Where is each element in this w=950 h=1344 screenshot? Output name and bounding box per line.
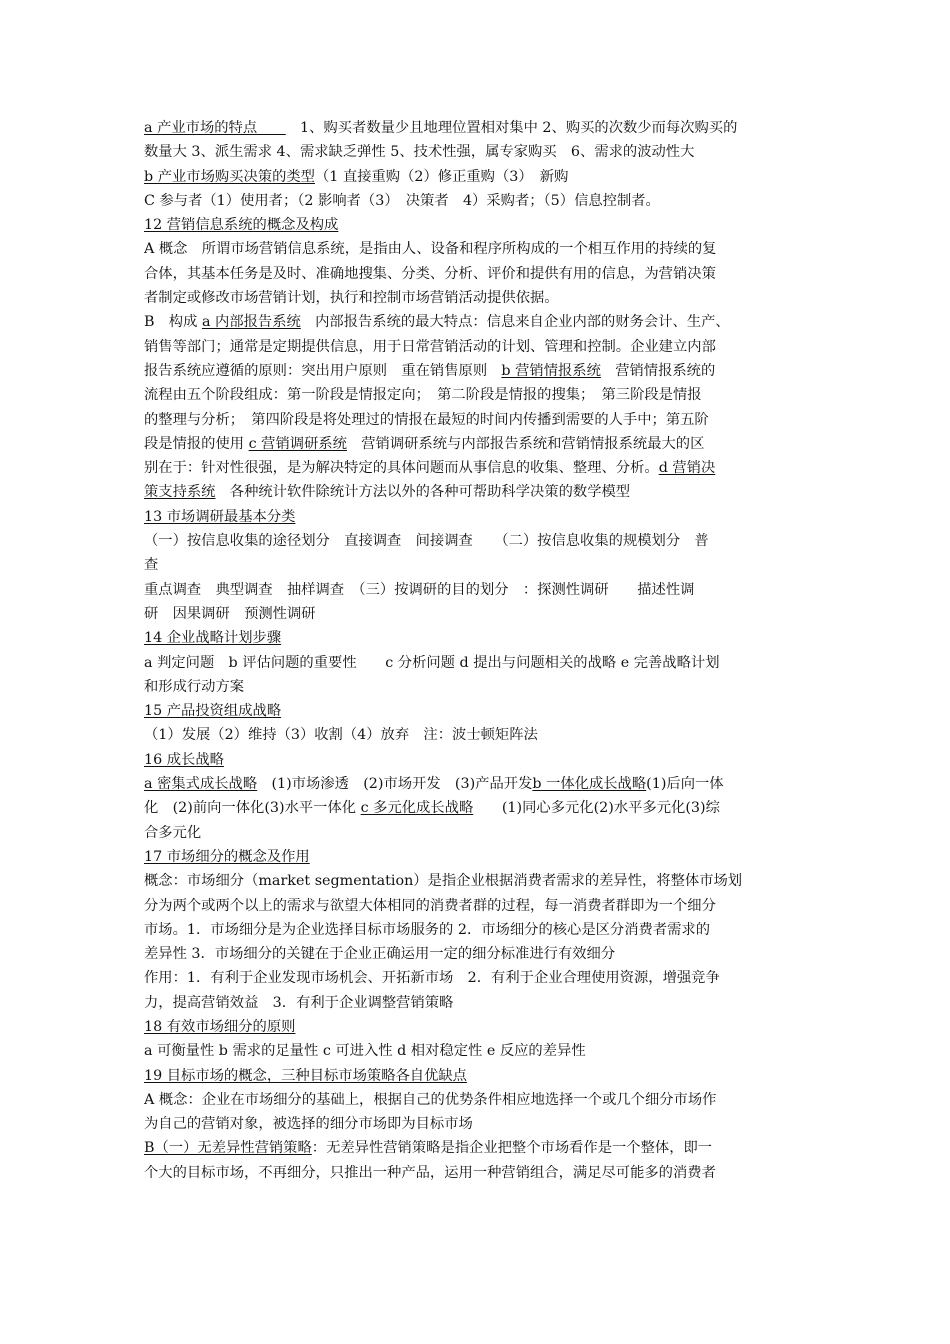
text-segment: （1）发展（2）维持（3）收割（4）放弃 注：波士顿矩阵法 [144, 727, 538, 744]
text-line [144, 869, 810, 893]
underlined-heading: 16 成长战略 [144, 751, 224, 768]
text-line [144, 456, 810, 480]
text-segment: 别在于：针对性很强，是为解决特定的具体问题而从事信息的收集、整理、分析。 [144, 460, 659, 477]
text-segment: 合多元化 [144, 824, 202, 841]
text-line [144, 894, 810, 918]
text-segment: 力，提高营销效益 3．有利于企业调整营销策略 [144, 994, 454, 1011]
underlined-heading: 19 目标市场的概念，三种目标市场策略各自优缺点 [144, 1067, 467, 1084]
text-line [144, 1088, 810, 1112]
text-segment: 和形成行动方案 [144, 678, 245, 695]
text-segment: 研 因果调研 预测性调研 [144, 605, 316, 622]
text-segment: C 参与者（1）使用者；（2 影响者（3） 决策者 4）采购者；（5）信息控制者。 [144, 192, 660, 209]
text-line [144, 1161, 810, 1185]
text-line [144, 942, 810, 966]
underlined-heading: B（一）无差异性营销策略 [144, 1140, 312, 1157]
text-line [144, 140, 810, 164]
text-segment: (1)同心多元化(2)水平多元化(3)综 [473, 800, 720, 817]
text-line [144, 578, 810, 602]
underlined-heading: b 一体化成长战略 [532, 776, 647, 793]
text-segment: 数量大 3、派生需求 4、需求缺乏弹性 5、技术性强，属专家购买 6、需求的波动性大 [144, 144, 695, 161]
text-segment: （1 直接重购（2）修正重购（3） 新购 [314, 168, 569, 185]
text-line [144, 772, 810, 796]
text-segment: 销售等部门；通常是定期提供信息，用于日常营销活动的计划、管理和控制。企业建立内部 [144, 338, 716, 355]
text-segment: 合体，其基本任务是及时、准确地搜集、分类、分析、评价和提供有用的信息，为营销决策 [144, 265, 716, 282]
underlined-heading: 14 企业战略计划步骤 [144, 630, 282, 647]
underlined-heading: 12 营销信息系统的概念及构成 [144, 217, 339, 234]
text-line [144, 821, 810, 845]
text-line [144, 651, 810, 675]
document-page [144, 116, 810, 1185]
text-segment: 概念：市场细分（market segmentation）是指企业根据消费者需求的差异性，将整体市场划 [144, 873, 743, 890]
text-segment: 者制定或修改市场营销计划，执行和控制市场营销活动提供依据。 [144, 290, 559, 307]
text-segment: A 概念：企业在市场细分的基础上，根据自己的优势条件相应地选择一个或几个细分市场作 [144, 1091, 717, 1108]
text-line [144, 675, 810, 699]
underlined-heading: b 营销情报系统 [501, 362, 601, 379]
underlined-heading: a 内部报告系统 [201, 314, 301, 331]
text-line [144, 626, 810, 650]
text-segment: 营销调研系统与内部报告系统和营销情报系统最大的区 [346, 435, 705, 452]
underlined-heading: 15 产品投资组成战略 [144, 703, 282, 720]
text-line [144, 432, 810, 456]
text-line [144, 553, 810, 577]
text-line [144, 189, 810, 213]
text-segment: (1)后向一体 [646, 776, 724, 793]
text-segment: A 概念 所谓市场营销信息系统，是指由人、设备和程序所构成的一个相互作用的持续的复 [144, 241, 717, 258]
underlined-heading: 17 市场细分的概念及作用 [144, 848, 310, 865]
text-segment: 作用：1．有利于企业发现市场机会、开拓新市场 2．有利于企业合理使用资源，增强竞争 [144, 970, 720, 987]
text-segment: （一）按信息收集的途径划分 直接调查 间接调查 （二）按信息收集的规模划分 普 [144, 533, 709, 550]
text-segment: 报告系统应遵循的原则：突出用户原则 重在销售原则 [144, 362, 502, 379]
text-line [144, 1136, 810, 1160]
underlined-heading: b 产业市场购买决策的类型 [144, 168, 315, 185]
text-line [144, 1015, 810, 1039]
underlined-heading: a 产业市场的特点 [144, 120, 286, 136]
text-segment: 化 (2)前向一体化(3)水平一体化 [144, 800, 361, 817]
text-segment: 重点调查 典型调查 抽样调查 （三）按调研的目的划分 ：探测性调研 描述性调 [144, 581, 695, 598]
text-line [144, 383, 810, 407]
text-line [144, 310, 810, 334]
text-line [144, 1112, 810, 1136]
text-line [144, 335, 810, 359]
text-line [144, 213, 810, 237]
text-segment: 的整理与分析； 第四阶段是将处理过的情报在最短的时间内传播到需要的人手中；第五阶 [144, 411, 709, 428]
text-segment: 个大的目标市场，不再细分，只推出一种产品，运用一种营销组合，满足尽可能多的消费者 [144, 1164, 716, 1181]
text-segment: 1、购买者数量少且地理位置相对集中 2、购买的次数少而每次购买的 [285, 120, 738, 136]
underlined-heading: 18 有效市场细分的原则 [144, 1018, 296, 1035]
text-line [144, 529, 810, 553]
text-segment: a 可衡量性 b 需求的足量性 c 可进入性 d 相对稳定性 e 反应的差异性 [144, 1043, 586, 1060]
underlined-heading: c 多元化成长战略 [360, 800, 474, 817]
text-line [144, 116, 810, 140]
text-segment: 内部报告系统的最大特点：信息来自企业内部的财务会计、生产、 [300, 314, 730, 331]
underlined-heading: c 营销调研系统 [248, 435, 347, 452]
text-line [144, 699, 810, 723]
text-segment: 差异性 3．市场细分的关键在于企业正确运用一定的细分标准进行有效细分 [144, 946, 616, 963]
text-line [144, 262, 810, 286]
underlined-heading: 策支持系统 [144, 484, 216, 501]
text-segment: 分为两个或两个以上的需求与欲望大体相同的消费者群的过程，每一消费者群即为一个细分 [144, 897, 716, 914]
text-segment: 段是情报的使用 [144, 435, 249, 452]
text-segment: B 构成 [144, 314, 202, 331]
text-segment: (1)市场渗透 (2)市场开发 (3)产品开发 [257, 776, 533, 793]
text-line [144, 966, 810, 990]
text-line [144, 723, 810, 747]
text-segment: 流程由五个阶段组成：第一阶段是情报定向； 第二阶段是情报的搜集； 第三阶段是情报 [144, 387, 702, 404]
text-segment: 市场。1．市场细分是为企业选择目标市场服务的 2．市场细分的核心是区分消费者需求的 [144, 921, 711, 938]
text-line [144, 1039, 810, 1063]
underlined-heading: a 密集式成长战略 [144, 776, 258, 793]
underlined-heading: 13 市场调研最基本分类 [144, 508, 296, 525]
underlined-heading: d 营销决 [658, 460, 716, 477]
text-line [144, 165, 810, 189]
text-line [144, 796, 810, 820]
text-line [144, 408, 810, 432]
text-segment: 各种统计软件除统计方法以外的各种可帮助科学决策的数学模型 [215, 484, 631, 501]
text-line [144, 286, 810, 310]
text-segment: a 判定问题 b 评估问题的重要性 c 分析问题 d 提出与问题相关的战略 e 完善战略计划 [144, 654, 720, 671]
text-line [144, 237, 810, 261]
text-line [144, 918, 810, 942]
text-line [144, 1064, 810, 1088]
text-line [144, 505, 810, 529]
text-line [144, 748, 810, 772]
text-line [144, 359, 810, 383]
text-line [144, 845, 810, 869]
text-line [144, 602, 810, 626]
text-line [144, 480, 810, 504]
text-line [144, 991, 810, 1015]
text-segment: 查 [144, 557, 159, 574]
text-segment: 营销情报系统的 [600, 362, 716, 379]
text-segment: ：无差异性营销策略是指企业把整个市场看作是一个整体，即一 [311, 1140, 713, 1157]
text-segment: 为自己的营销对象，被选择的细分市场即为目标市场 [144, 1116, 473, 1133]
